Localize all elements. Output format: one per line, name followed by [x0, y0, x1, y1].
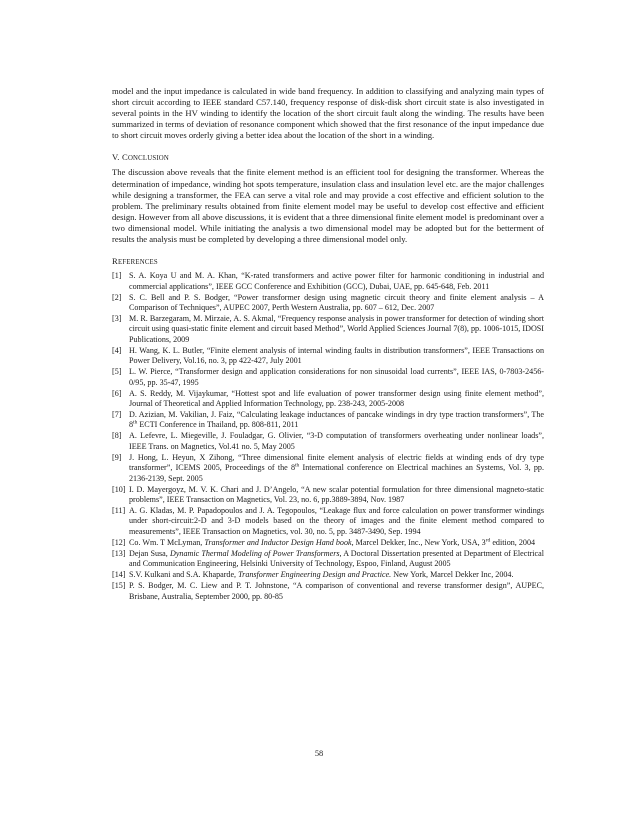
intro-paragraph: model and the input impedance is calculated in wide band frequency. In addition to classifying and analyzing main types of short circuit according to IEEE standard C57.140, frequency response of disk-disk short circuit state is also investigated in several points in the HV winding to identify the location of the short circuit fault along the winding. The results have been summarized in terms of deviation of resonance component which showed that the first resonance of the input impedance due to short circuit moves orderly giving a better idea about the location of the short in a winding. — [112, 86, 544, 141]
reference-number: [7] — [112, 409, 122, 419]
page-content — [112, 86, 544, 603]
reference-text: A. G. Kladas, M. P. Papadopoulos and J. A. Tegopoulos, “Leakage flux and force calculation on power transformer windings under short-circuit:2-D and 3-D models based on the theory of images and the finite element method compared to measurements”, IEEE Transaction on Magnetics, vol. 30, no. 5, pp. 3487-3490, Sep. 1994 — [129, 506, 544, 536]
reference-post: New York, Marcel Dekker Inc, 2004. — [391, 570, 514, 580]
reference-item — [112, 485, 544, 506]
reference-sup: rd — [485, 537, 491, 544]
references-heading-rest: EFERENCES — [117, 259, 158, 267]
reference-text — [129, 570, 544, 580]
reference-item — [112, 431, 544, 452]
reference-text — [129, 293, 544, 314]
reference-text — [129, 346, 544, 367]
reference-item — [112, 506, 544, 537]
conclusion-heading — [112, 152, 544, 162]
reference-item — [112, 271, 544, 292]
reference-pre: S.V. Kulkani and S.A. Khaparde, — [129, 570, 239, 580]
reference-text — [129, 431, 544, 452]
reference-pre: Dejan Susa, — [129, 548, 170, 558]
conclusion-paragraph: The discussion above reveals that the finite element method is an efficient tool for designing the transformer. Whereas the determination of impedance, winding hot spots temperature, insulation class and insulation level etc. are the major challenges while designing a transformer, the FEA can serve a vital role and may provide a cost effective and efficient solution to the problem. The preliminary results obtained from finite element model may be useful to develop cost effective and efficient design. However from all above discussions, it is evident that a three dimensional finite element model is predominant over a two dimensional model. While initiating the analysis a two dimensional model may be adopted but for the betterment of results the analysis must be completed by developing a three dimensional model only. — [112, 167, 544, 245]
reference-text: L. W. Pierce, “Transformer design and application considerations for non sinusoidal load currents”, IEEE IAS, 0-7803-2456-0/95, pp. 35-47, 1995 — [129, 367, 544, 387]
reference-text — [129, 549, 544, 570]
reference-number: [13] — [112, 548, 126, 558]
reference-post: , A Doctoral Dissertation presented at Department of Electrical and Communication Engineering, Helsinki University of Technology, Espoo, Finland, August 2005 — [129, 548, 544, 569]
reference-text — [129, 367, 544, 388]
reference-item — [112, 453, 544, 484]
reference-sup: th — [295, 462, 300, 469]
reference-pre: Co. Wm. T McLyman, — [129, 537, 205, 547]
reference-number: [11] — [112, 506, 126, 515]
references-heading-first: R — [112, 256, 118, 267]
reference-number: [6] — [112, 388, 122, 398]
reference-mid: , Marcel Dekker, Inc., New York, USA, 3 — [351, 537, 486, 547]
reference-ital: Dynamic Thermal Modeling of Power Transformers — [169, 548, 340, 558]
reference-pre: D. Azizian, M. Vakilian, J. Faiz, “Calculating leakage inductances of pancake windings in dry type traction transformers”, The 8 — [129, 409, 544, 430]
reference-text: M. R. Barzegaram, M. Mirzaie, A. S. Akmal, “Frequency response analysis in power transformer for detection of winding short circuit using quasi-static finite element and circuit based Method”, World Applied Sciences Journal 7(8), pp. 1006-1015, IDOSI Publications, 2009 — [129, 313, 544, 344]
reference-number: [3] — [112, 313, 122, 323]
reference-number: [4] — [112, 345, 122, 355]
reference-text — [129, 485, 544, 506]
reference-text — [129, 410, 544, 431]
reference-text: P. S. Bodger, M. C. Liew and P. T. Johnstone, “A comparison of conventional and reverse transformer design”, AUPEC, Brisbane, Australia, September 2000, pp. 80-85 — [129, 581, 544, 601]
reference-item — [112, 410, 544, 431]
reference-text: S. C. Bell and P. S. Bodger, “Power transformer design using magnetic circuit theory and finite element analysis – A Comparison of Techniques”, AUPEC 2007, Perth Western Australia, pp. 607 – 612, Dec. 2007 — [129, 292, 544, 312]
reference-text — [129, 538, 544, 548]
page-number: 58 — [314, 749, 324, 758]
reference-pre: J. Hong, L. Heyun, X Zihong, “Three dimensional finite element analysis of electric fields at winding ends of dry type transformer”, ICEMS 2005, Proceedings of the 8 — [129, 452, 544, 473]
conclusion-heading-num: V. C — [112, 152, 128, 163]
reference-text — [129, 506, 544, 537]
reference-item — [112, 581, 544, 602]
reference-text — [129, 314, 544, 345]
reference-item — [112, 549, 544, 570]
reference-item — [112, 346, 544, 367]
reference-text: A. S. Reddy, M. Vijaykumar, “Hottest spot and life evaluation of power transformer design using finite element method”, Journal of Theoretical and Applied Information Technology, pp. 238-243, 2005-2008 — [129, 388, 544, 408]
reference-item — [112, 293, 544, 314]
reference-post: edition, 2004 — [490, 537, 536, 547]
reference-sup: th — [133, 419, 138, 426]
reference-number: [8] — [112, 431, 122, 441]
reference-text: I. D. Mayergoyz, M. V. K. Chari and J. D’Angelo, “A new scalar potential formulation for three dimensional magneto-static problems”, IEEE Transaction on Magnetics, Vol. 23, no. 6, pp.3889-3894, Nov. 1987 — [129, 484, 544, 504]
reference-ital: Transformer and Inductor Design Hand book — [204, 537, 352, 547]
reference-text: A. Lefevre, L. Miegeville, J. Fouladgar, G. Olivier, “3-D computation of transformers overheating under nonlinear loads”, IEEE Trans. on Magnetics, Vol.41 no. 5, May 2005 — [129, 431, 544, 451]
reference-ital: Transformer Engineering Design and Practice. — [238, 570, 392, 580]
reference-item — [112, 538, 544, 548]
reference-text — [129, 271, 544, 292]
reference-number: [9] — [112, 452, 122, 462]
reference-number: [10] — [112, 484, 126, 494]
reference-item — [112, 570, 544, 580]
conclusion-heading-rest: ONCLUSION — [127, 155, 170, 163]
reference-text: H. Wang, K. L. Butler, “Finite element analysis of internal winding faults in distribution transformers”, IEEE Transactions on Power Delivery, Vol.16, no. 3, pp 422-427, July 2001 — [129, 345, 544, 366]
reference-text — [129, 453, 544, 484]
reference-number: [1] — [112, 271, 122, 281]
reference-post: ECTI Conference in Thailand, pp. 808-811, 2011 — [137, 420, 299, 430]
references-heading — [112, 256, 544, 266]
reference-number: [15] — [112, 581, 126, 591]
reference-number: [5] — [112, 367, 122, 377]
reference-number: [2] — [112, 292, 122, 302]
reference-list — [112, 271, 544, 602]
reference-number: [14] — [112, 570, 126, 580]
reference-item — [112, 314, 544, 345]
reference-post: International conference on Electrical machines an Systems, Vol. 3, pp. 2136-2139, Sept. 2005 — [129, 463, 544, 483]
reference-item — [112, 367, 544, 388]
reference-number: [12] — [112, 537, 126, 547]
reference-text — [129, 581, 544, 602]
reference-text — [129, 389, 544, 410]
reference-text: S. A. Koya U and M. A. Khan, “K-rated transformers and active power filter for harmonic conditioning in industrial and commercial applications”, IEEE GCC Conference and Exhibition (GCC), Dubai, UAE, pp. 645-648, Feb. 2011 — [129, 271, 544, 291]
reference-item — [112, 389, 544, 410]
